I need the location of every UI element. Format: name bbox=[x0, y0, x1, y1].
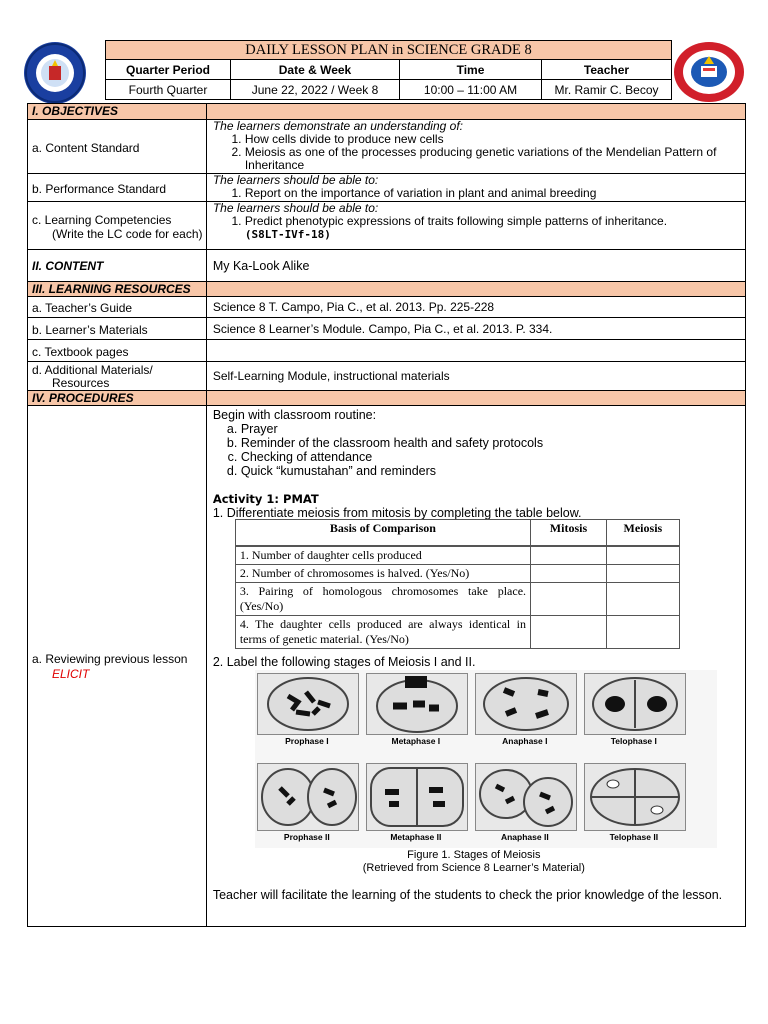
list-item: d. Quick “kumustahan” and reminders bbox=[241, 464, 741, 478]
val-date-week: June 22, 2022 / Week 8 bbox=[231, 80, 400, 100]
anaphase-i-image bbox=[475, 673, 577, 735]
additional-materials-value: Self-Learning Module, instructional materials bbox=[206, 362, 745, 391]
school-seal-graphic bbox=[672, 40, 746, 104]
procedures-heading-fill bbox=[206, 391, 745, 406]
elicit-tag: ELICIT bbox=[52, 667, 90, 681]
performance-standard-label: b. Performance Standard bbox=[28, 174, 207, 202]
figure-caption: Figure 1. Stages of Meiosis bbox=[407, 849, 541, 861]
mitosis-answer-cell[interactable] bbox=[531, 565, 607, 583]
textbook-pages-value bbox=[206, 340, 745, 362]
col-time: Time bbox=[400, 60, 542, 80]
activity-title: Activity 1: PMAT bbox=[212, 492, 319, 506]
stage-label: Metaphase II bbox=[390, 832, 442, 842]
school-seal-logo bbox=[672, 40, 746, 104]
list-item: Predict phenotypic expressions of traits following simple patterns of inheritance. bbox=[244, 214, 668, 228]
comparison-header-meiosis: Meiosis bbox=[606, 520, 679, 546]
lc-code: (S8LT-IVf-18) bbox=[244, 228, 331, 241]
closing-text: Teacher will facilitate the learning of the students to check the prior knowledge of the lesson. bbox=[212, 888, 723, 902]
performance-standard-list bbox=[213, 187, 745, 200]
routine-intro: Begin with classroom routine: bbox=[212, 408, 377, 422]
figure-source: (Retrieved from Science 8 Learner’s Material) bbox=[362, 862, 585, 874]
mitosis-answer-cell[interactable] bbox=[531, 616, 607, 649]
learning-competencies-list bbox=[213, 215, 745, 241]
performance-standard-intro: The learners should be able to: bbox=[212, 173, 379, 187]
stage-label: Anaphase II bbox=[500, 832, 549, 842]
meiosis-answer-cell[interactable] bbox=[606, 616, 679, 649]
prophase-ii-image bbox=[257, 763, 359, 831]
list-item: c. Checking of attendance bbox=[241, 450, 741, 464]
stage-label: Metaphase I bbox=[391, 736, 441, 746]
learners-materials-label: b. Learner’s Materials bbox=[28, 318, 207, 340]
comparison-header-basis: Basis of Comparison bbox=[235, 520, 530, 546]
deped-seal-graphic bbox=[24, 42, 86, 104]
learning-competencies-label: c. Learning Competencies bbox=[32, 212, 172, 227]
comparison-header-mitosis: Mitosis bbox=[531, 520, 607, 546]
learning-competencies-intro: The learners should be able to: bbox=[212, 201, 379, 215]
col-date-week: Date & Week bbox=[231, 60, 400, 80]
telophase-ii-image bbox=[584, 763, 686, 831]
content-standard-label: a. Content Standard bbox=[28, 120, 207, 174]
content-standard-intro: The learners demonstrate an understanding of: bbox=[212, 119, 463, 133]
anaphase-ii-image bbox=[475, 763, 577, 831]
lesson-plan-table bbox=[27, 103, 746, 927]
learners-materials-value: Science 8 Learner’s Module. Campo, Pia C., et al. 2013. P. 334. bbox=[206, 318, 745, 340]
procedures-heading: IV. PROCEDURES bbox=[28, 391, 207, 406]
objectives-heading-fill bbox=[206, 104, 745, 120]
meiosis-figure bbox=[255, 670, 717, 848]
table-row: 4. The daughter cells produced are always identical in terms of genetic material. (Yes/No) bbox=[235, 616, 530, 649]
resources-heading: III. LEARNING RESOURCES bbox=[28, 282, 207, 297]
meiosis-answer-cell[interactable] bbox=[606, 546, 679, 565]
metaphase-i-image bbox=[366, 673, 468, 735]
meiosis-answer-cell[interactable] bbox=[606, 565, 679, 583]
reviewing-previous-lesson-label: a. Reviewing previous lesson bbox=[32, 652, 188, 666]
table-row: 1. Number of daughter cells produced bbox=[235, 546, 530, 565]
stage-label: Prophase I bbox=[285, 736, 329, 746]
mitosis-answer-cell[interactable] bbox=[531, 546, 607, 565]
meiosis-answer-cell[interactable] bbox=[606, 583, 679, 616]
stage-label: Telophase II bbox=[609, 832, 659, 842]
val-quarter-period: Fourth Quarter bbox=[106, 80, 231, 100]
learning-competencies-note: (Write the LC code for each) bbox=[52, 226, 203, 241]
textbook-pages-label: c. Textbook pages bbox=[28, 340, 207, 362]
stage-label: Telophase I bbox=[610, 736, 657, 746]
table-row: 2. Number of chromosomes is halved. (Yes/No) bbox=[235, 565, 530, 583]
additional-materials-label: d. Additional Materials/ bbox=[32, 363, 153, 377]
prophase-i-image bbox=[257, 673, 359, 735]
additional-materials-label-2: Resources bbox=[52, 376, 110, 390]
teachers-guide-value: Science 8 T. Campo, Pia C., et al. 2013. Pp. 225-228 bbox=[206, 297, 745, 318]
objectives-heading: I. OBJECTIVES bbox=[28, 104, 207, 120]
mitosis-answer-cell[interactable] bbox=[531, 583, 607, 616]
question-2: 2. Label the following stages of Meiosis I and II. bbox=[212, 655, 476, 669]
question-1: 1. Differentiate meiosis from mitosis by completing the table below. bbox=[212, 506, 582, 520]
stage-label: Anaphase I bbox=[502, 736, 548, 746]
list-item: a. Prayer bbox=[241, 422, 741, 436]
resources-heading-fill bbox=[206, 282, 745, 297]
content-heading: II. CONTENT bbox=[28, 250, 207, 282]
telophase-i-image bbox=[584, 673, 686, 735]
table-row: 3. Pairing of homologous chromosomes take place. (Yes/No) bbox=[235, 583, 530, 616]
col-teacher: Teacher bbox=[542, 60, 672, 80]
deped-seal-logo bbox=[24, 42, 86, 104]
comparison-table bbox=[235, 519, 680, 649]
col-quarter-period: Quarter Period bbox=[106, 60, 231, 80]
header-table bbox=[105, 40, 672, 100]
content-value: My Ka-Look Alike bbox=[206, 250, 745, 282]
teachers-guide-label: a. Teacher’s Guide bbox=[28, 297, 207, 318]
metaphase-ii-image bbox=[366, 763, 468, 831]
list-item: 2. Meiosis as one of the processes producing genetic variations of the Mendelian Pattern of Inheritance bbox=[245, 146, 745, 172]
val-time: 10:00 – 11:00 AM bbox=[400, 80, 542, 100]
routine-list bbox=[213, 422, 741, 478]
list-item: 1. How cells divide to produce new cells bbox=[245, 133, 745, 146]
list-item: b. Reminder of the classroom health and safety protocols bbox=[241, 436, 741, 450]
val-teacher: Mr. Ramir C. Becoy bbox=[542, 80, 672, 100]
page-title: DAILY LESSON PLAN in SCIENCE GRADE 8 bbox=[106, 41, 672, 60]
list-item: 1. Report on the importance of variation in plant and animal breeding bbox=[245, 187, 745, 200]
stage-label: Prophase II bbox=[283, 832, 330, 842]
content-standard-list bbox=[213, 133, 745, 172]
